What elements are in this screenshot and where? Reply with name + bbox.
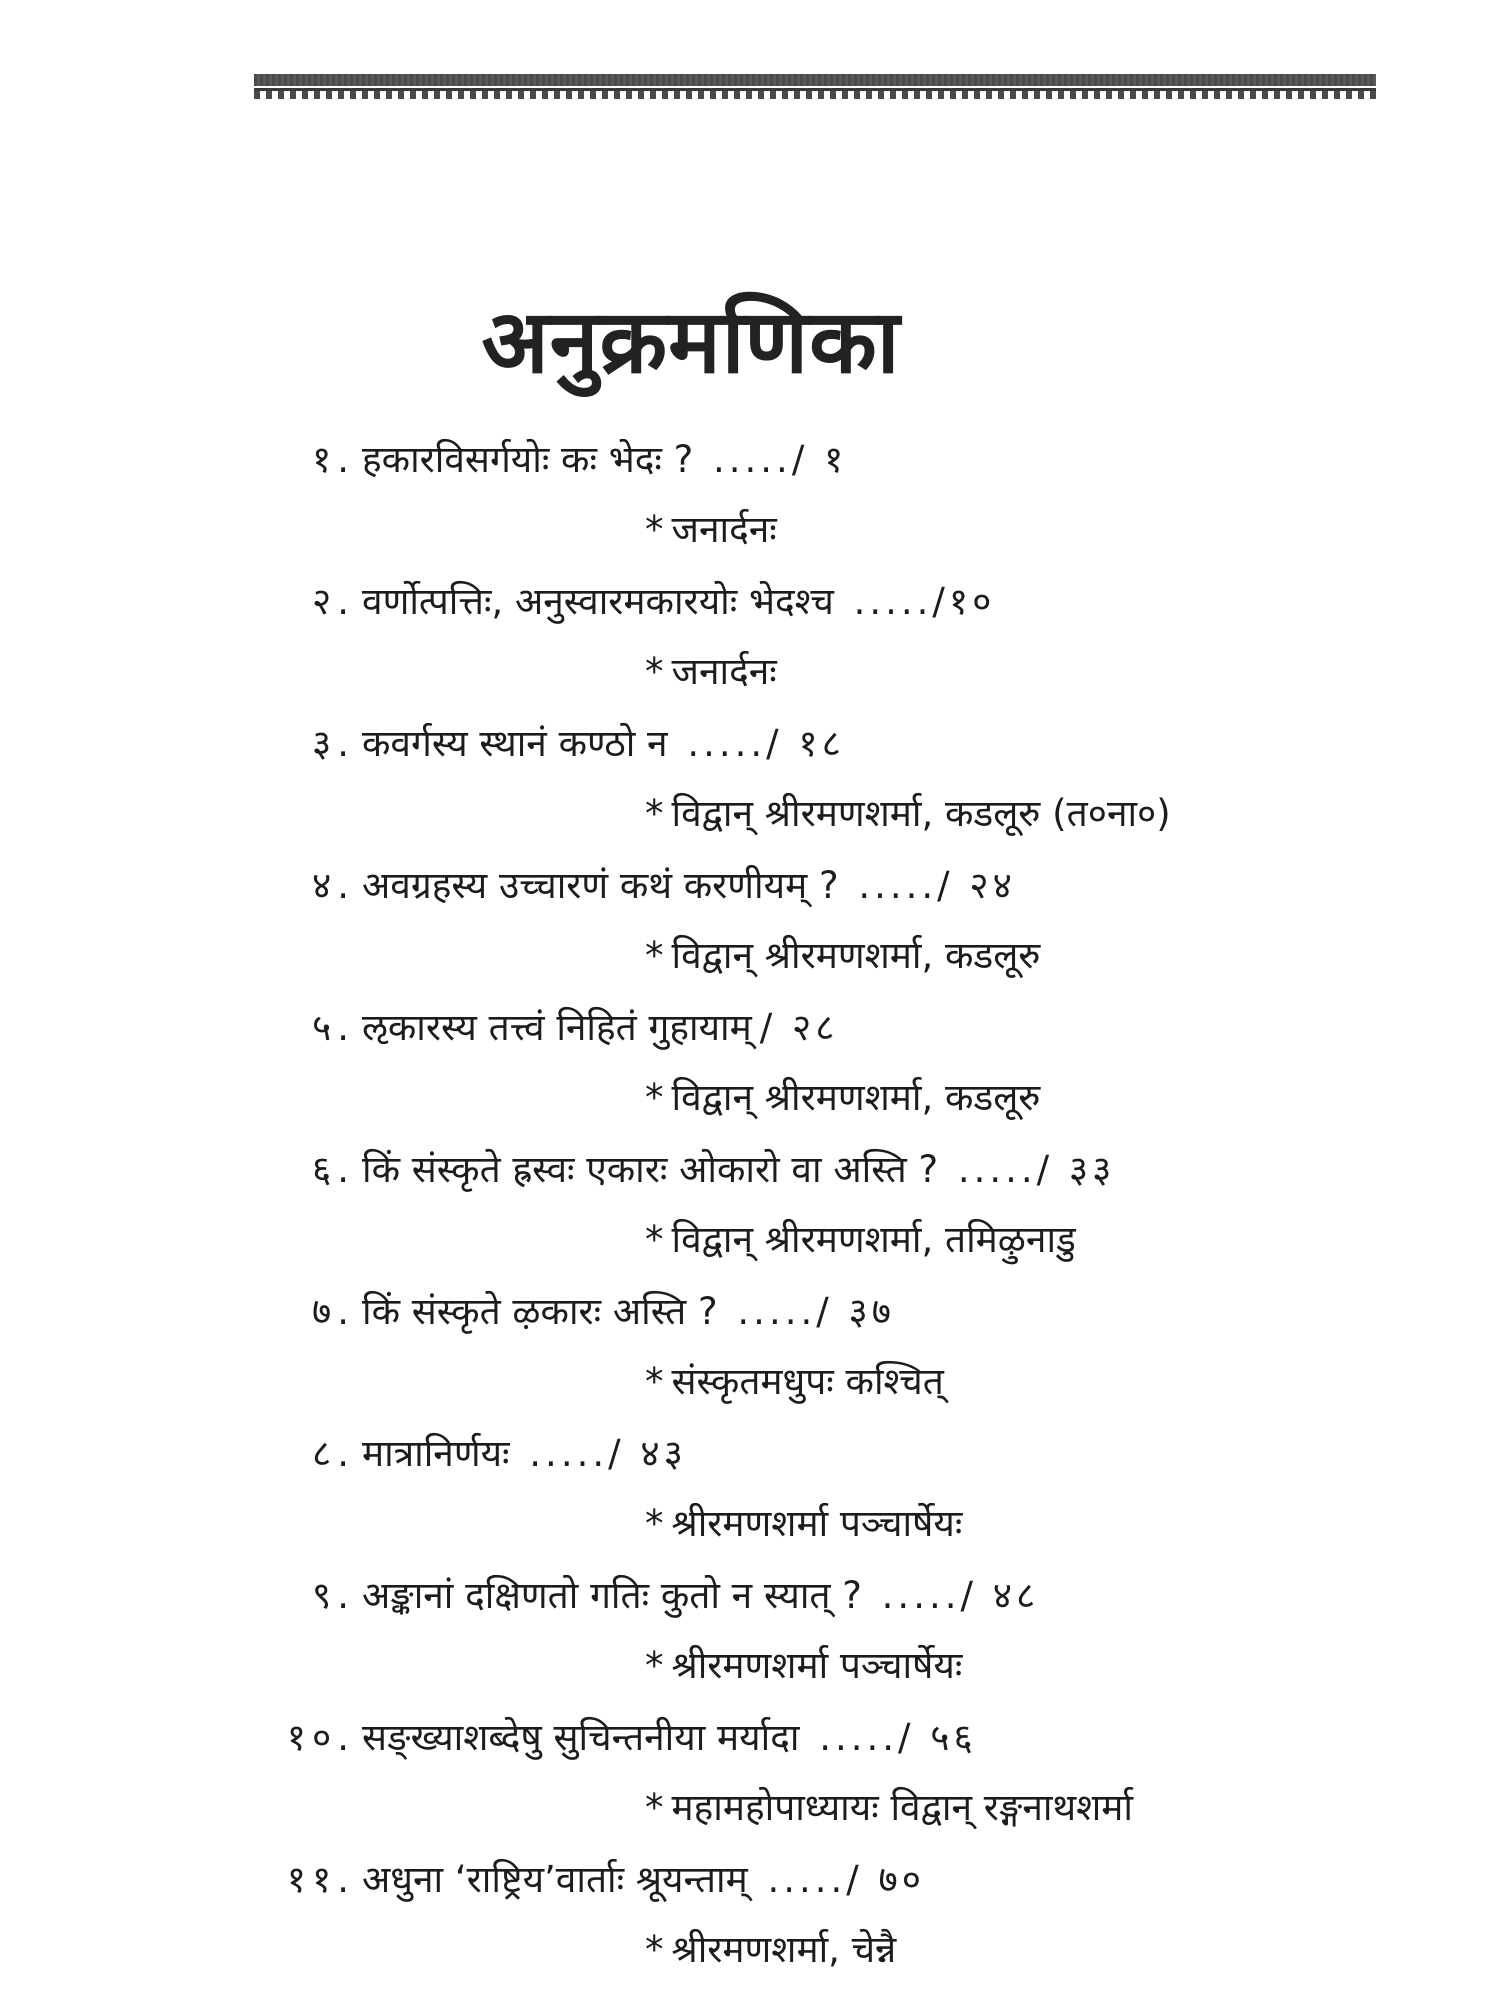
entry-title-line [362,1566,1039,1626]
entry-title-line [362,856,1016,916]
entry-author: विद्वान् श्रीरमणशर्मा, तमिऴुनाडु [671,1218,1076,1261]
entry-title: मात्रानिर्णयः [362,1432,510,1475]
entry-author: विद्वान् श्रीरमणशर्मा, कडलूरु [671,934,1041,977]
entry-page: ...../ ३७ [737,1290,895,1333]
toc-entry [0,1282,1500,1342]
entry-number: ९. [311,1574,355,1617]
entry-title-line [362,572,995,632]
entry-author-line [645,642,777,702]
toc-entry [0,430,1500,490]
entry-title: किं संस्कृते ह्रस्वः एकारः ओकारो वा अस्ति ? [362,1148,939,1191]
entry-author: जनार्दनः [671,650,777,693]
entry-page: ...../ ४३ [529,1432,687,1475]
entry-author: विद्वान् श्रीरमणशर्मा, कडलूरु (त०ना०) [671,792,1171,835]
entry-title-line [362,714,845,774]
entry-author-line [645,784,1171,844]
entry-author-line [645,1210,1076,1270]
entry-author: जनार्दनः [671,508,777,551]
entry-author: श्रीरमणशर्मा, चेन्नै [671,1928,897,1971]
entry-author: विद्वान् श्रीरमणशर्मा, कडलूरु [671,1076,1041,1119]
toc-entry [0,998,1500,1058]
entry-author-line [645,1352,944,1412]
entry-title: हकारविसर्गयोः कः भेदः ? [362,438,694,481]
entry-page: / २८ [759,1006,839,1049]
entry-title: वर्णोत्पत्तिः, अनुस्वारमकारयोः भेदश्च [362,580,834,623]
author-marker: * [645,934,664,977]
entry-number: २. [311,580,355,623]
author-marker: * [645,508,664,551]
entry-title: अङ्कानां दक्षिणतो गतिः कुतो न स्यात् ? [362,1574,862,1617]
entry-page: ...../ २४ [858,864,1016,907]
entry-number: ७. [311,1290,355,1333]
entry-author-line [645,1920,896,1980]
entry-author-line [645,1778,1133,1838]
toc-entry [0,1708,1500,1768]
toc-entry [0,856,1500,916]
entry-title: सङ्ख्याशब्देषु सुचिन्तनीया मर्यादा [362,1716,800,1759]
author-marker: * [645,1360,664,1403]
entry-number: ६. [311,1148,355,1191]
rule-bar [254,74,1376,86]
entry-author: श्रीरमणशर्मा पञ्चार्षेयः [671,1644,963,1687]
entry-author: महामहोपाध्यायः विद्वान् रङ्गनाथशर्मा [671,1786,1133,1829]
toc-entry [0,1850,1500,1910]
author-marker: * [645,1076,664,1119]
author-marker: * [645,1928,664,1971]
entry-title: अवग्रहस्य उच्चारणं कथं करणीयम् ? [362,864,839,907]
author-marker: * [645,1644,664,1687]
entry-number: ११. [286,1858,355,1901]
entry-title-line [362,1424,687,1484]
entry-author: संस्कृतमधुपः कश्चित् [671,1360,944,1403]
entry-title: ऌकारस्य तत्त्वं निहितं गुहायाम् [362,1006,752,1049]
entry-page: ...../१० [853,580,996,623]
entry-page: ...../ ७० [767,1858,925,1901]
entry-title-line [362,1140,1115,1200]
entry-number: १०. [286,1716,355,1759]
author-marker: * [645,1502,664,1545]
entry-title: कवर्गस्य स्थानं कण्ठो न [362,722,668,765]
toc-entry [0,572,1500,632]
entry-author-line [645,500,777,560]
author-marker: * [645,650,664,693]
author-marker: * [645,1786,664,1829]
entry-author-line [645,1636,962,1696]
entry-title-line [362,1850,925,1910]
author-marker: * [645,1218,664,1261]
entry-title: अधुना ‘राष्ट्रिय’वार्ताः श्रूयन्ताम् [362,1858,748,1901]
entry-author-line [645,1494,962,1554]
top-decorative-rule [254,74,1376,100]
page-title: अनुक्रमणिका [481,289,901,393]
entry-page: ...../ १८ [687,722,845,765]
entry-number: १. [311,438,355,481]
entry-author: श्रीरमणशर्मा पञ्चार्षेयः [671,1502,963,1545]
toc-entry [0,1566,1500,1626]
entry-number: ३. [311,722,355,765]
entry-number: ५. [311,1006,355,1049]
toc-entry [0,1424,1500,1484]
entry-page: ...../ ४८ [881,1574,1040,1617]
author-marker: * [645,792,664,835]
toc-entry [0,1140,1500,1200]
entry-title: किं संस्कृते ऴकारः अस्ति ? [362,1290,718,1333]
entry-page: ...../ ३३ [957,1148,1116,1191]
toc-entry [0,714,1500,774]
entry-title-line [362,1282,895,1342]
entry-page: ...../ १ [713,438,848,481]
entry-author-line [645,926,1040,986]
entry-title-line [362,1708,977,1768]
entry-author-line [645,1068,1040,1128]
entry-page: ...../ ५६ [819,1716,977,1759]
rule-serrated-edge [254,91,1376,99]
entry-title-line [362,430,847,490]
entry-title-line [362,998,838,1058]
entry-number: ८. [311,1432,355,1475]
entry-number: ४. [311,864,355,907]
